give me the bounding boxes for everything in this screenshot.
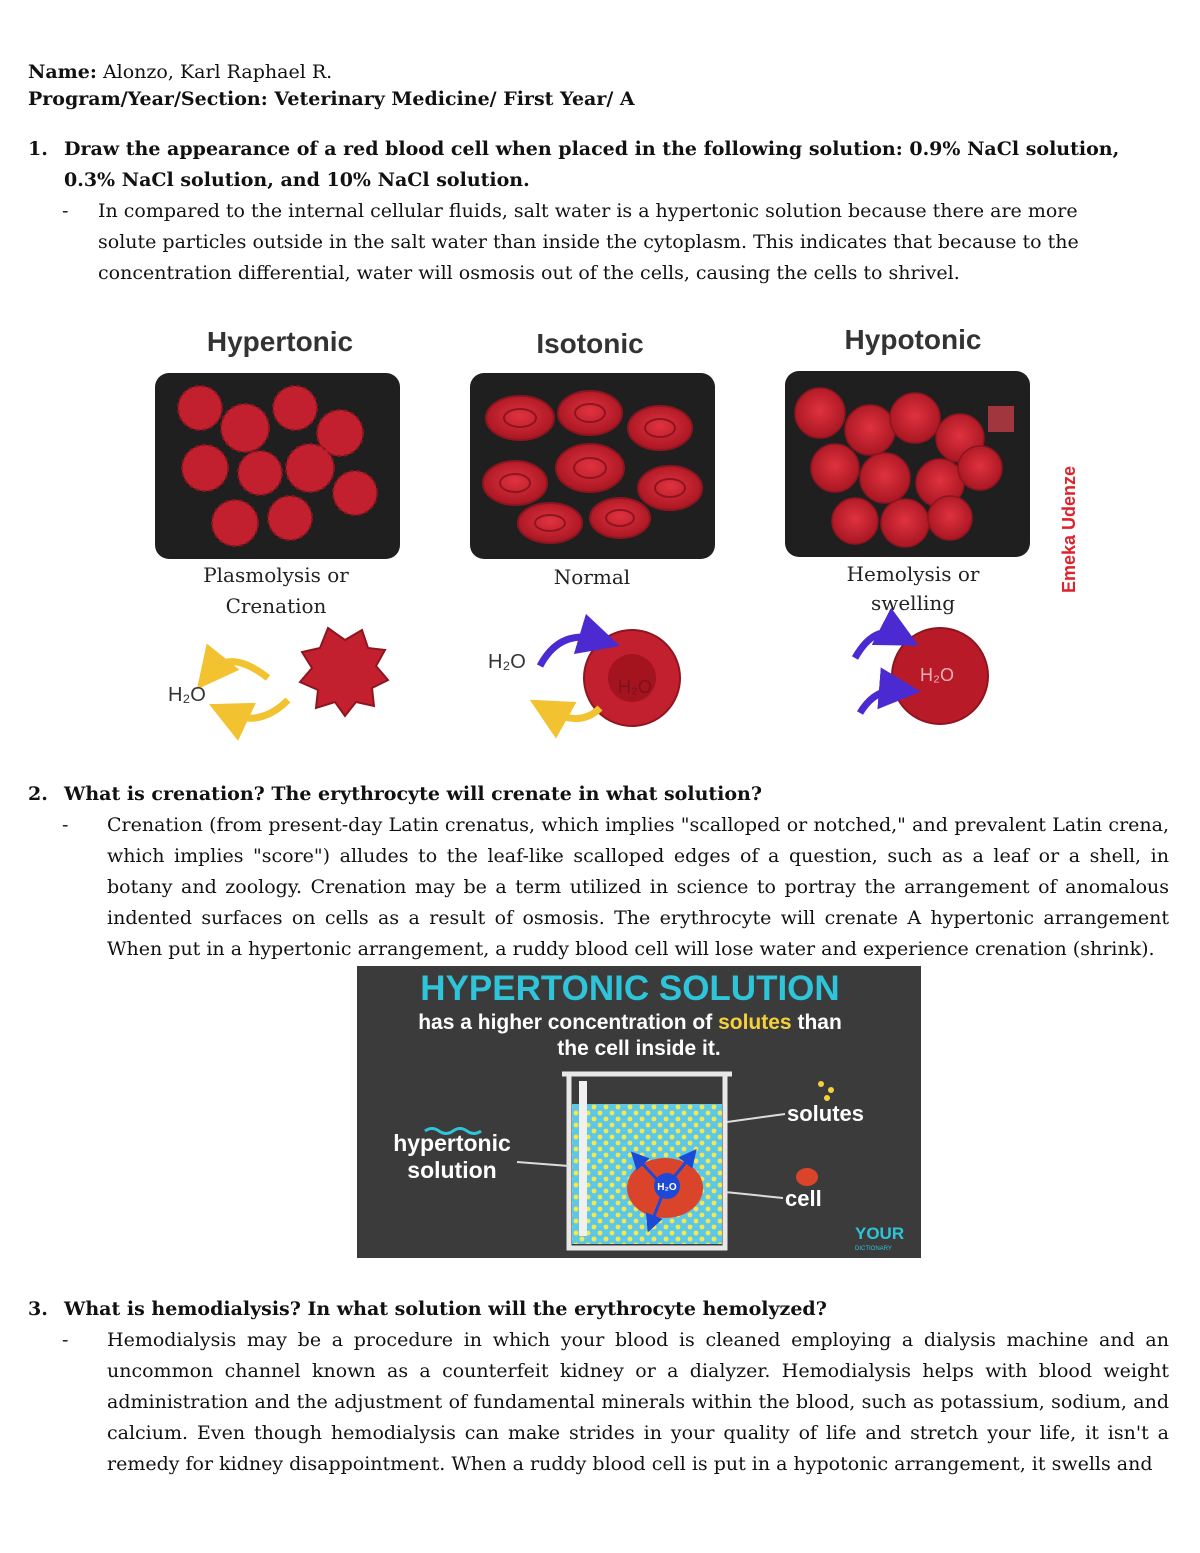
crenated-cell <box>168 628 388 718</box>
panel-title-hypertonic: Hypertonic <box>206 326 354 357</box>
brand-logo: YOUR <box>855 1224 905 1243</box>
water-label: H₂O <box>657 1182 677 1193</box>
figure-subtitle-line-2: the cell inside it. <box>557 1037 721 1060</box>
question-2 <box>28 779 1168 810</box>
bullet-dash: - <box>62 814 69 836</box>
hypotonic-panel <box>785 371 1030 557</box>
answer-3 <box>62 1325 1169 1480</box>
swollen-cell <box>855 628 988 724</box>
answer-text: Crenation (from present-day Latin crenatus, which implies "scalloped or notched," and prevalent Latin crena, which implies "score") alludes to the leaf-like scalloped edges of a question, such as a leaf or a shell, in botany and zoology. Crenation may be a term utilized in science to portray the arrangement of anomalous indented surfaces on cells as a result of osmosis. The erythrocyte will crenate A hypertonic arrangement When put in a hypertonic arrangement, a ruddy blood cell will lose water and experience crenation (shrink). <box>107 814 1169 960</box>
program-line <box>28 84 635 115</box>
panel-title-hypotonic: Hypotonic <box>844 324 982 355</box>
isotonic-panel <box>470 373 715 559</box>
question-text: Draw the appearance of a red blood cell when placed in the following solution: 0.9% NaCl solution, 0.3% NaCl solution, and 10% NaCl solution. <box>64 138 1120 191</box>
bullet-dash: - <box>62 1329 69 1351</box>
water-label-hypotonic: H₂O <box>920 665 954 685</box>
brand-logo-sub: DICTIONARY <box>855 1246 892 1252</box>
question-number: 3. <box>28 1298 48 1320</box>
label-hypertonic: hypertonic <box>393 1130 511 1156</box>
hypertonic-panel <box>155 373 400 559</box>
subtitle-part-2: than <box>797 1011 842 1034</box>
water-label-isotonic: H₂O <box>488 651 526 673</box>
label-solutes: solutes <box>787 1101 865 1126</box>
name-label: Name: <box>28 61 97 83</box>
question-text: What is hemodialysis? In what solution will the erythrocyte hemolyzed? <box>64 1298 827 1320</box>
answer-text: Hemodialysis may be a procedure in which your blood is cleaned employing a dialysis machine and an uncommon channel known as a counterfeit kidney or a dialyzer. Hemodialysis helps with blood weight administration and the adjustment of fundamental minerals within the blood, such as potassium, sodium, and calcium. Even though hemodialysis can make strides in your quality of life and stretch your life, it isn't a remedy for kidney disappointment. When a ruddy blood cell is put in a hypotonic arrangement, it swells and <box>107 1329 1169 1475</box>
caption-hypotonic-2: swelling <box>870 591 956 615</box>
question-number: 1. <box>28 138 48 160</box>
normal-cell <box>488 630 680 726</box>
caption-hypertonic-1: Plasmolysis or <box>203 563 349 587</box>
tonicity-figure <box>140 318 1080 750</box>
label-solution: solution <box>407 1157 497 1183</box>
question-3 <box>28 1294 1168 1325</box>
subtitle-part-1: has a higher concentration of <box>418 1011 713 1034</box>
water-label-hypertonic: H₂O <box>168 684 206 706</box>
figure-subtitle-line-1 <box>418 1011 842 1034</box>
subtitle-highlight: solutes <box>718 1011 792 1034</box>
inner-water-label-isotonic: H₂O <box>618 677 652 697</box>
question-text: What is crenation? The erythrocyte will crenate in what solution? <box>64 783 762 805</box>
answer-1 <box>62 196 1142 289</box>
hypertonic-solution-figure <box>357 966 921 1258</box>
bullet-dash: - <box>62 200 69 222</box>
program-label: Program/Year/Section: <box>28 88 268 110</box>
question-number: 2. <box>28 783 48 805</box>
caption-isotonic-1: Normal <box>553 565 631 589</box>
answer-2 <box>62 810 1169 965</box>
figure-title: HYPERTONIC SOLUTION <box>420 969 840 1008</box>
question-1 <box>28 134 1168 196</box>
image-credit: Emeka Udenze <box>1059 465 1079 593</box>
name-value: Alonzo, Karl Raphael R. <box>102 61 333 83</box>
caption-hypertonic-2: Crenation <box>225 594 327 618</box>
caption-hypotonic-1: Hemolysis or <box>846 562 980 586</box>
label-cell: cell <box>785 1186 822 1211</box>
answer-text: In compared to the internal cellular fluids, salt water is a hypertonic solution because there are more solute particles outside in the salt water than inside the cytoplasm. This indicates that because to the concentration differential, water will osmosis out of the cells, causing the cells to shrivel. <box>98 200 1079 284</box>
program-value: Veterinary Medicine/ First Year/ A <box>274 88 635 110</box>
panel-title-isotonic: Isotonic <box>536 328 644 359</box>
